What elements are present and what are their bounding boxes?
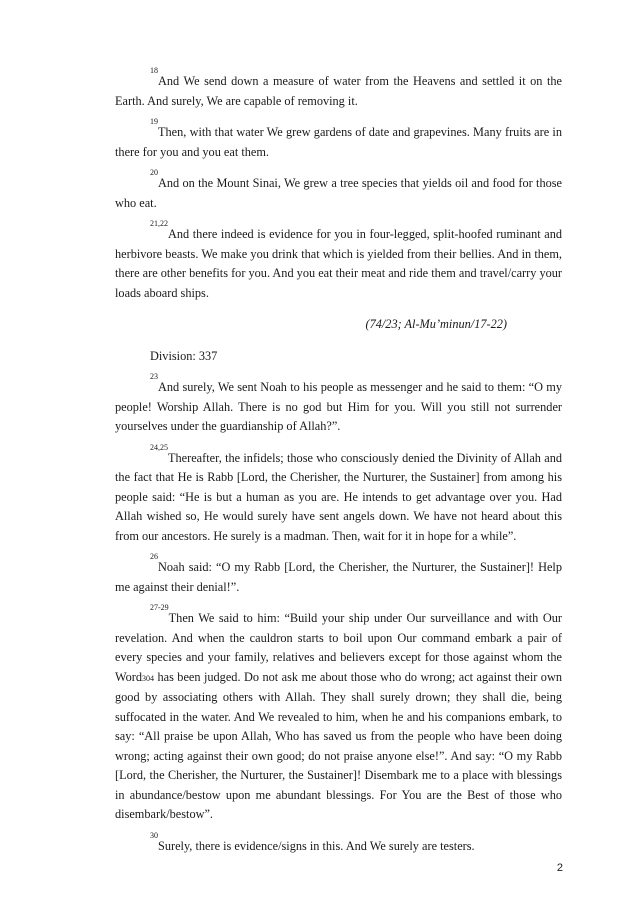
verse-text: And surely, We sent Noah to his people as messenger and he said to them: “O my people! Worship Allah. There is no god but Him for you. Will you still not surrender yourselves under the guardianship of Allah?”.: [115, 380, 562, 433]
page-content: [115, 66, 562, 868]
verse-number: 27-29: [150, 603, 169, 612]
verse-text: Surely, there is evidence/signs in this. And We surely are testers.: [158, 838, 475, 853]
verse-text: Noah said: “O my Rabb [Lord, the Cherisher, the Nurturer, the Sustainer]! Help me against their denial!”.: [115, 560, 562, 594]
division-heading: Division: 337: [150, 348, 218, 363]
verse-number: 23: [150, 372, 158, 381]
verse-text: Then, with that water We grew gardens of date and grapevines. Many fruits are in there for you and you eat them.: [115, 125, 562, 159]
verse-text: Thereafter, the infidels; those who consciously denied the Divinity of Allah and the fact that He is Rabb [Lord, the Cherisher, the Nurturer, the Sustainer] from among his people said: “He is but a human as you are. He intends to get advantage over you. Had Allah wished so, He would surely have sent angels down. We have not heard about this from our ancestors. He surely is a madman. Then, wait for it in hope for a while”.: [115, 450, 562, 543]
surah-reference: (74/23; Al-Mu’minun/17-22): [365, 317, 507, 331]
verse-27-29: [115, 603, 562, 825]
verse-number: 21,22: [150, 219, 168, 228]
verse-19: [115, 117, 562, 162]
verse-number: 20: [150, 168, 158, 177]
verse-26: [115, 552, 562, 597]
footnote-reference: 304: [142, 673, 155, 683]
page-number: 2: [556, 862, 563, 874]
verse-number: 18: [150, 66, 158, 75]
verse-21-22: [115, 219, 562, 303]
verse-30: [115, 830, 562, 857]
verse-number: 26: [150, 552, 158, 561]
verse-text-continued: has been judged. Do not ask me about those who do wrong; act against their own good by associating others with Allah. They shall surely drown; they shall die, being suffocated in the water. And We revealed to him, when he and his companions embark, to say: “All praise be upon Allah, Who has saved us from the people who have been doing wrong; acting against their own good; do not praise anyone else!”. And say: “O my Rabb [Lord, the Cherisher, the Nurturer, the Sustainer]! Disembark me to a place with blessings in abundance/bestow upon me abundant blessings. For You are the Best of those who disembark/bestow”.: [115, 669, 562, 821]
verse-text: Then We said to him: “Build your ship under Our surveillance and with Our revelation. And when the cauldron starts to boil upon Our command embark a pair of every species and your family, relatives and believers except for those against whom the Word: [115, 611, 562, 684]
verse-number: 24,25: [150, 442, 168, 452]
verse-text: And there indeed is evidence for you in four-legged, split-hoofed ruminant and herbivore beasts. We make you drink that which is yielded from their bellies. And in them, there are other benefits for you. And you eat their meat and ride them and travel/carry your loads aboard ships.: [115, 227, 562, 300]
verse-number: 19: [150, 117, 158, 126]
verse-24-25: [115, 442, 562, 547]
verse-20: [115, 168, 562, 213]
verse-18: [115, 66, 562, 111]
verse-number: 30: [150, 830, 158, 840]
verse-23: [115, 372, 562, 437]
verse-text: And on the Mount Sinai, We grew a tree species that yields oil and food for those who eat.: [115, 176, 562, 210]
verse-text: And We send down a measure of water from the Heavens and settled it on the Earth. And surely, We are capable of removing it.: [115, 74, 562, 108]
